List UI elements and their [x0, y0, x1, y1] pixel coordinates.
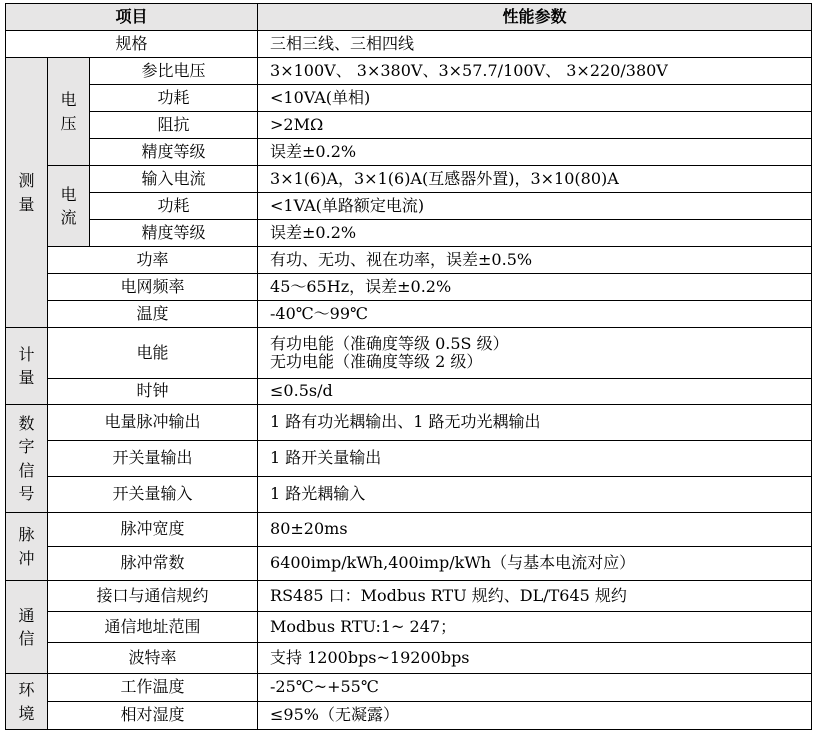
- energy-line-reactive: 无功电能（准确度等级 2 级）: [270, 352, 483, 371]
- input-current-label: 输入电流: [90, 166, 258, 193]
- humidity-value: ≤95%（无凝露）: [258, 702, 812, 730]
- ref-voltage-value: 3×100V、 3×380V、3×57.7/100V、 3×220/380V: [258, 58, 812, 85]
- table-row: [6, 702, 812, 730]
- power-rate-value: 有功、无功、视在功率，误差±0.5%: [258, 247, 812, 274]
- clock-value: ≤0.5s/d: [258, 379, 812, 405]
- table-row: [6, 547, 812, 581]
- table-row: [6, 166, 812, 193]
- pulse-constant-label: 脉冲常数: [48, 547, 258, 581]
- table-row: [6, 112, 812, 139]
- energy-value: [258, 328, 812, 379]
- pulse-constant-value: 6400imp/kWh,400imp/kWh（与基本电流对应）: [258, 547, 812, 581]
- baud-label: 波特率: [48, 643, 258, 674]
- table-row: [6, 379, 812, 405]
- spec-value: 三相三线、三相四线: [258, 31, 812, 58]
- table-row: [6, 274, 812, 301]
- current-power-label: 功耗: [90, 193, 258, 220]
- header-performance: 性能参数: [258, 4, 812, 31]
- group-pulse: 脉冲: [6, 513, 48, 581]
- table-row: [6, 405, 812, 441]
- group-digital: 数字信号: [6, 405, 48, 513]
- table-row: [6, 612, 812, 643]
- grid-freq-value: 45～65Hz，误差±0.2%: [258, 274, 812, 301]
- header-row: [6, 4, 812, 31]
- table-row: [6, 247, 812, 274]
- spec-label: 规格: [6, 31, 258, 58]
- current-accuracy-value: 误差±0.2%: [258, 220, 812, 247]
- table-row: [6, 477, 812, 513]
- group-voltage: 电压: [48, 58, 90, 166]
- group-current: 电流: [48, 166, 90, 247]
- work-temp-value: -25℃~+55℃: [258, 674, 812, 702]
- current-accuracy-label: 精度等级: [90, 220, 258, 247]
- power-rate-label: 功率: [48, 247, 258, 274]
- switch-in-label: 开关量输入: [48, 477, 258, 513]
- baud-value: 支持 1200bps~19200bps: [258, 643, 812, 674]
- table-row: [6, 513, 812, 547]
- table-row: [6, 220, 812, 247]
- table-row: [6, 674, 812, 702]
- work-temp-label: 工作温度: [48, 674, 258, 702]
- table-row: [6, 85, 812, 112]
- table-row: [6, 328, 812, 379]
- pulse-width-label: 脉冲宽度: [48, 513, 258, 547]
- table-row: [6, 193, 812, 220]
- pulse-out-value: 1 路有功光耦输出、1 路无功光耦输出: [258, 405, 812, 441]
- group-env: 环境: [6, 674, 48, 730]
- header-item: 项目: [6, 4, 258, 31]
- energy-label: 电能: [48, 328, 258, 379]
- spec-table: [5, 3, 812, 730]
- table-row: [6, 139, 812, 166]
- table-row: [6, 301, 812, 328]
- switch-out-value: 1 路开关量输出: [258, 441, 812, 477]
- group-measure: 测量: [6, 58, 48, 328]
- temperature-label: 温度: [48, 301, 258, 328]
- voltage-accuracy-value: 误差±0.2%: [258, 139, 812, 166]
- grid-freq-label: 电网频率: [48, 274, 258, 301]
- address-value: Modbus RTU:1~ 247；: [258, 612, 812, 643]
- voltage-accuracy-label: 精度等级: [90, 139, 258, 166]
- table-row: [6, 58, 812, 85]
- input-current-value: 3×1(6)A，3×1(6)A(互感器外置)，3×10(80)A: [258, 166, 812, 193]
- table-row: [6, 643, 812, 674]
- interface-value: RS485 口：Modbus RTU 规约、DL/T645 规约: [258, 581, 812, 612]
- address-label: 通信地址范围: [48, 612, 258, 643]
- impedance-label: 阻抗: [90, 112, 258, 139]
- switch-in-value: 1 路光耦输入: [258, 477, 812, 513]
- table-row: [6, 441, 812, 477]
- group-metering: 计量: [6, 328, 48, 405]
- table-row: [6, 581, 812, 612]
- current-power-value: <1VA(单路额定电流): [258, 193, 812, 220]
- voltage-power-value: <10VA(单相): [258, 85, 812, 112]
- temperature-value: -40℃～99℃: [258, 301, 812, 328]
- interface-label: 接口与通信规约: [48, 581, 258, 612]
- energy-line-active: 有功电能（准确度等级 0.5S 级）: [270, 333, 509, 353]
- humidity-label: 相对湿度: [48, 702, 258, 730]
- clock-label: 时钟: [48, 379, 258, 405]
- switch-out-label: 开关量输出: [48, 441, 258, 477]
- impedance-value: >2MΩ: [258, 112, 812, 139]
- pulse-out-label: 电量脉冲输出: [48, 405, 258, 441]
- pulse-width-value: 80±20ms: [258, 513, 812, 547]
- group-comm: 通信: [6, 581, 48, 674]
- voltage-power-label: 功耗: [90, 85, 258, 112]
- ref-voltage-label: 参比电压: [90, 58, 258, 85]
- table-row: [6, 31, 812, 58]
